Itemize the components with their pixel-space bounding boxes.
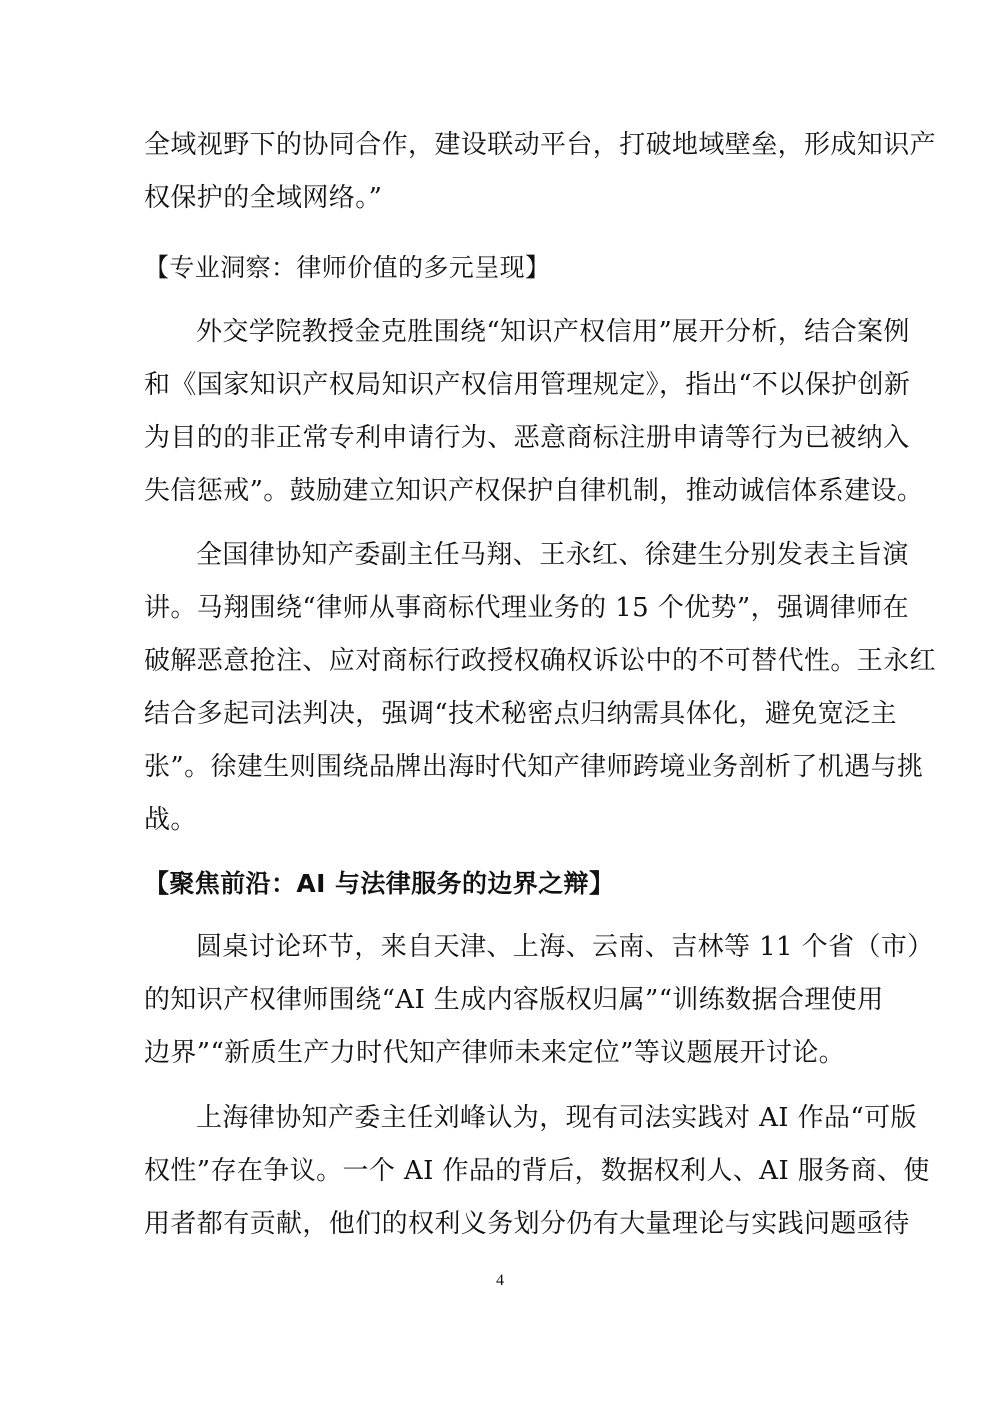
paragraph-3-line-1: 全国律协知产委副主任马翔、王永红、徐建生分别发表主旨演 [196, 540, 909, 570]
paragraph-4-line-3: 边界”“新质生产力时代知产律师未来定位”等议题展开讨论。 [144, 1038, 846, 1068]
paragraph-3-line-6: 战。 [144, 805, 197, 835]
paragraph-2-line-2: 和《国家知识产权局知识产权信用管理规定》，指出“不以保护创新 [144, 370, 911, 400]
paragraph-5-line-3: 用者都有贡献，他们的权利义务划分仍有大量理论与实践问题亟待 [144, 1209, 910, 1239]
paragraph-3-line-4: 结合多起司法判决，强调“技术秘密点归纳需具体化，避免宽泛主 [144, 699, 897, 729]
paragraph-4-line-2: 的知识产权律师围绕“AI 生成内容版权归属”“训练数据合理使用 [144, 985, 884, 1015]
paragraph-1-line-1: 全域视野下的协同合作，建设联动平台，打破地域壁垒，形成知识产 [144, 130, 937, 160]
paragraph-5-line-2: 权性”存在争议。一个 AI 作品的背后，数据权利人、AI 服务商、使 [144, 1156, 930, 1186]
paragraph-5-line-1: 上海律协知产委主任刘峰认为，现有司法实践对 AI 作品“可版 [196, 1103, 917, 1133]
paragraph-2-line-4: 失信惩戒”。鼓励建立知识产权保护自律机制，推动诚信体系建设。 [144, 476, 924, 506]
paragraph-3-line-5: 张”。徐建生则围绕品牌出海时代知产律师跨境业务剖析了机遇与挑 [144, 752, 924, 782]
section-heading-ai-frontier: 【聚焦前沿：AI 与法律服务的边界之辩】 [144, 869, 615, 898]
paragraph-4-line-1: 圆桌讨论环节，来自天津、上海、云南、吉林等 11 个省（市） [196, 932, 934, 962]
paragraph-2-line-3: 为目的的非正常专利申请行为、恶意商标注册申请等行为已被纳入 [144, 423, 910, 453]
section-heading-professional-insight: 【专业洞察：律师价值的多元呈现】 [144, 253, 551, 282]
page-number: 4 [496, 1272, 504, 1289]
paragraph-1-line-2: 权保护的全域网络。” [144, 183, 383, 213]
paragraph-3-line-2: 讲。马翔围绕“律师从事商标代理业务的 15 个优势”，强调律师在 [144, 593, 909, 623]
paragraph-2-line-1: 外交学院教授金克胜围绕“知识产权信用”展开分析，结合案例 [196, 317, 910, 347]
paragraph-3-line-3: 破解恶意抢注、应对商标行政授权确权诉讼中的不可替代性。王永红 [144, 646, 937, 676]
